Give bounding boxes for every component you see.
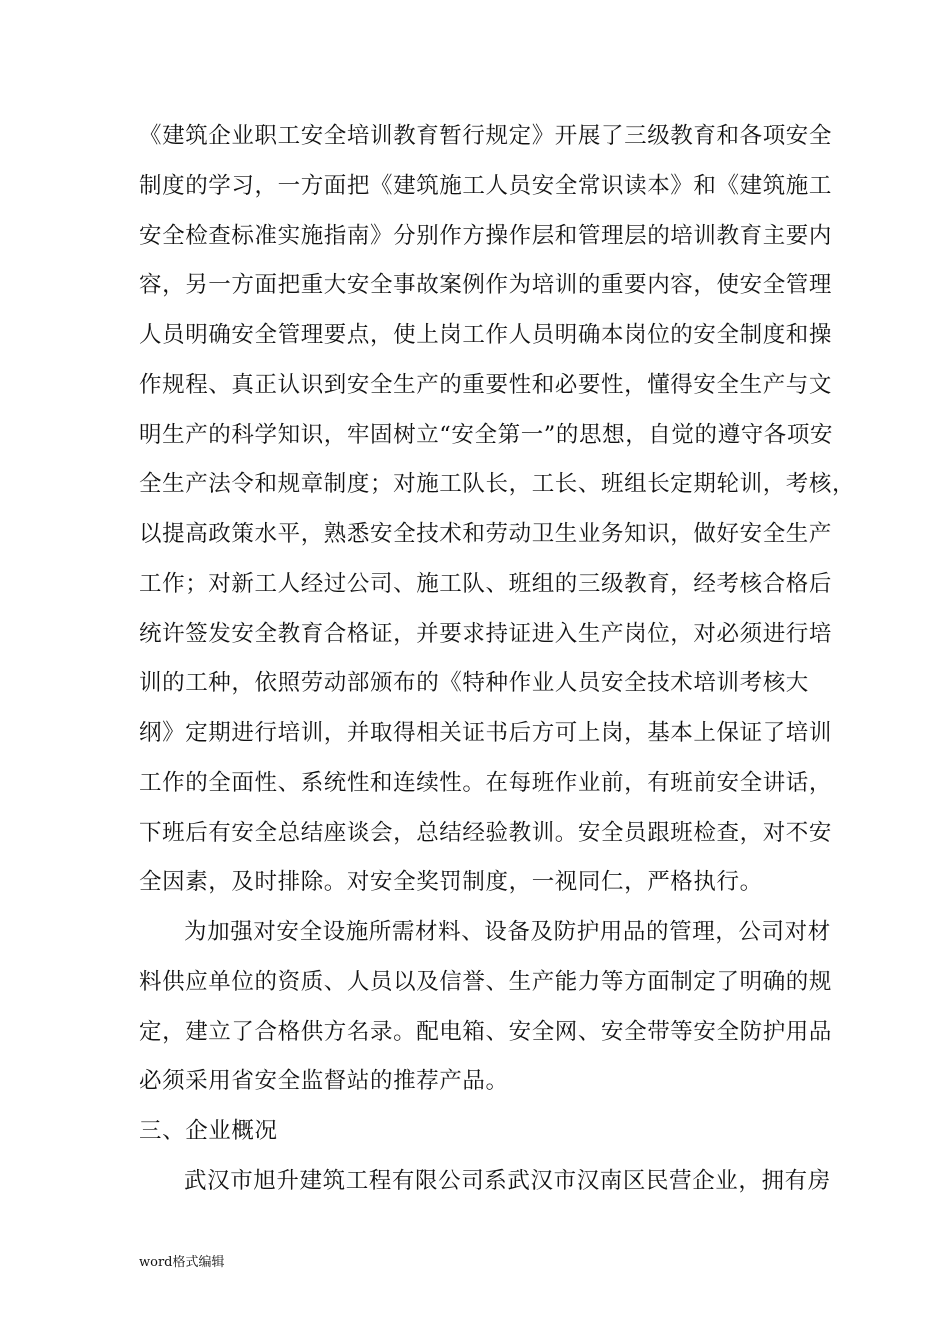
text-line: 料供应单位的资质、人员以及信誉、生产能力等方面制定了明确的规 — [139, 968, 833, 995]
page-footer: word格式编辑 — [139, 1255, 225, 1270]
section-heading: 三、企业概况 — [139, 1118, 278, 1144]
text-line: 作规程、真正认识到安全生产的重要性和必要性，懂得安全生产与文 — [139, 371, 833, 398]
text-line: 以提高政策水平，熟悉安全技术和劳动卫生业务知识，做好安全生产 — [139, 521, 833, 547]
text-line: 《建筑企业职工安全培训教育暂行规定》开展了三级教育和各项安全 — [139, 123, 833, 149]
document-body — [139, 112, 856, 1207]
paragraph-first-line: 为加强对安全设施所需材料、设备及防护用品的管理，公司对材 — [184, 919, 831, 945]
text-line: 纲》定期进行培训，并取得相关证书后方可上岗，基本上保证了培训 — [139, 720, 833, 746]
paragraph-first-line: 武汉市旭升建筑工程有限公司系武汉市汉南区民营企业，拥有房 — [184, 1167, 831, 1194]
text-line: 全因素，及时排除。对安全奖罚制度，一视同仁，严格执行。 — [139, 869, 763, 896]
text-line: 制度的学习，一方面把《建筑施工人员安全常识读本》和《建筑施工 — [139, 172, 833, 199]
text-line: 人员明确安全管理要点，使上岗工作人员明确本岗位的安全制度和操 — [139, 322, 833, 348]
text-line: 必须采用省安全监督站的推荐产品。 — [139, 1068, 509, 1095]
text-line: 定，建立了合格供方名录。配电箱、安全网、安全带等安全防护用品 — [139, 1018, 833, 1045]
text-line: 统许签发安全教育合格证，并要求持证进入生产岗位，对必须进行培 — [139, 620, 833, 647]
text-line: 下班后有安全总结座谈会，总结经验教训。安全员跟班检查，对不安 — [139, 819, 833, 846]
text-line: 训的工种，依照劳动部颁布的《特种作业人员安全技术培训考核大 — [139, 670, 809, 697]
text-line: 全生产法令和规章制度；对施工队长，工长、班组长定期轮训，考核， — [139, 471, 856, 498]
text-line: 容，另一方面把重大安全事故案例作为培训的重要内容，使安全管理 — [139, 272, 833, 299]
text-line: 安全检查标准实施指南》分别作方操作层和管理层的培训教育主要内 — [139, 222, 833, 249]
text-line: 工作；对新工人经过公司、施工队、班组的三级教育，经考核合格后 — [139, 570, 833, 597]
text-line: 明生产的科学知识，牢固树立“安全第一”的思想，自觉的遵守各项安 — [139, 421, 834, 448]
text-line: 工作的全面性、系统性和连续性。在每班作业前，有班前安全讲话， — [139, 769, 833, 796]
